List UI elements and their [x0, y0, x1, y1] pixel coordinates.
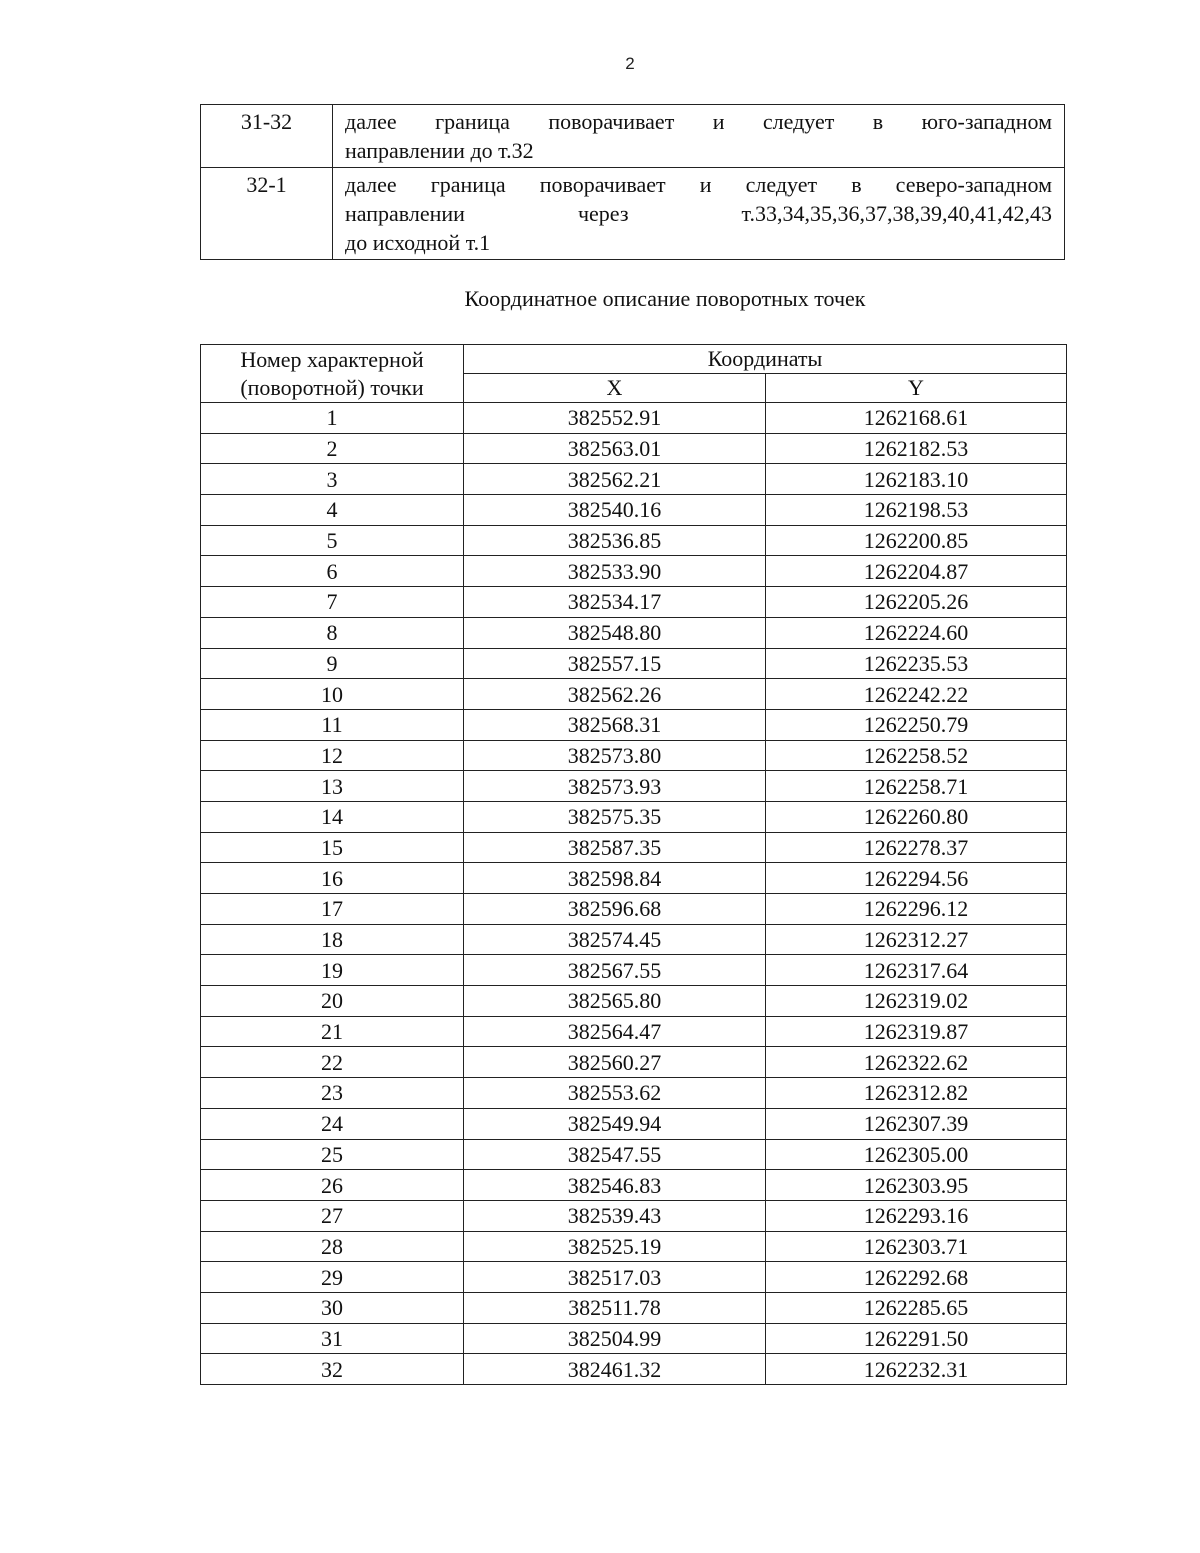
y-coordinate-cell: 1262205.26: [766, 587, 1067, 618]
x-coordinate-cell: 382534.17: [464, 587, 766, 618]
table-row: [201, 525, 1067, 556]
x-coordinate-cell: 382548.80: [464, 617, 766, 648]
table-row: [201, 1231, 1067, 1262]
y-coordinate-cell: 1262260.80: [766, 801, 1067, 832]
boundary-row: [201, 105, 1065, 168]
y-coordinate-cell: 1262204.87: [766, 556, 1067, 587]
x-coordinate-cell: 382596.68: [464, 894, 766, 925]
x-coordinate-cell: 382568.31: [464, 709, 766, 740]
y-coordinate-cell: 1262292.68: [766, 1262, 1067, 1293]
table-row: [201, 1016, 1067, 1047]
point-number-cell: 17: [201, 894, 464, 925]
y-coordinate-cell: 1262293.16: [766, 1200, 1067, 1231]
table-row: [201, 709, 1067, 740]
point-number-cell: 12: [201, 740, 464, 771]
y-coordinate-cell: 1262294.56: [766, 863, 1067, 894]
description-line2: направлении через т.33,34,35,36,37,38,39,40,41,42,43: [345, 201, 1052, 226]
table-row: [201, 464, 1067, 495]
y-coordinate-cell: 1262278.37: [766, 832, 1067, 863]
x-coordinate-cell: 382587.35: [464, 832, 766, 863]
table-row: [201, 1323, 1067, 1354]
x-coordinate-cell: 382517.03: [464, 1262, 766, 1293]
table-row: [201, 1354, 1067, 1385]
segment-label: 31-32: [201, 105, 333, 168]
point-number-cell: 31: [201, 1323, 464, 1354]
header-row-top: [201, 345, 1067, 374]
table-row: [201, 863, 1067, 894]
table-row: [201, 679, 1067, 710]
table-row: [201, 1200, 1067, 1231]
point-number-cell: 6: [201, 556, 464, 587]
x-coordinate-cell: 382552.91: [464, 403, 766, 434]
section-title: Координатное описание поворотных точек: [464, 286, 866, 311]
x-coordinate-cell: 382539.43: [464, 1200, 766, 1231]
y-coordinate-cell: 1262312.27: [766, 924, 1067, 955]
table-row: [201, 1047, 1067, 1078]
segment-description: [333, 168, 1065, 260]
y-coordinate-cell: 1262312.82: [766, 1078, 1067, 1109]
x-coordinate-cell: 382504.99: [464, 1323, 766, 1354]
y-coordinate-cell: 1262319.02: [766, 986, 1067, 1017]
point-number-cell: 24: [201, 1108, 464, 1139]
table-row: [201, 495, 1067, 526]
x-coordinate-cell: 382511.78: [464, 1292, 766, 1323]
y-coordinate-cell: 1262250.79: [766, 709, 1067, 740]
y-coordinate-cell: 1262168.61: [766, 403, 1067, 434]
point-number-cell: 16: [201, 863, 464, 894]
x-coordinate-cell: 382573.80: [464, 740, 766, 771]
x-coordinate-cell: 382565.80: [464, 986, 766, 1017]
point-number-cell: 29: [201, 1262, 464, 1293]
table-row: [201, 1108, 1067, 1139]
header-point-line1: Номер характерной: [240, 346, 424, 372]
point-number-cell: 14: [201, 801, 464, 832]
coordinates-table-header: [201, 345, 1067, 403]
table-row: [201, 955, 1067, 986]
boundary-table-body: [201, 105, 1065, 260]
x-coordinate-cell: 382573.93: [464, 771, 766, 802]
boundary-description-table: [200, 104, 1065, 260]
x-coordinate-cell: 382547.55: [464, 1139, 766, 1170]
table-row: [201, 403, 1067, 434]
y-coordinate-cell: 1262258.71: [766, 771, 1067, 802]
table-row: [201, 1292, 1067, 1323]
table-row: [201, 617, 1067, 648]
point-number-cell: 9: [201, 648, 464, 679]
point-number-cell: 32: [201, 1354, 464, 1385]
point-number-cell: 13: [201, 771, 464, 802]
x-coordinate-cell: 382560.27: [464, 1047, 766, 1078]
table-row: [201, 587, 1067, 618]
table-row: [201, 1139, 1067, 1170]
table-row: [201, 924, 1067, 955]
table-row: [201, 1170, 1067, 1201]
point-number-cell: 10: [201, 679, 464, 710]
point-number-cell: 27: [201, 1200, 464, 1231]
x-coordinate-cell: 382567.55: [464, 955, 766, 986]
point-number-cell: 25: [201, 1139, 464, 1170]
coordinates-table: [200, 344, 1067, 1385]
point-number-cell: 28: [201, 1231, 464, 1262]
point-number-cell: 18: [201, 924, 464, 955]
table-row: [201, 740, 1067, 771]
header-point-line2: (поворотной) точки: [240, 374, 424, 400]
x-coordinate-cell: 382549.94: [464, 1108, 766, 1139]
point-number-cell: 1: [201, 403, 464, 434]
point-number-cell: 23: [201, 1078, 464, 1109]
point-number-cell: 5: [201, 525, 464, 556]
table-row: [201, 986, 1067, 1017]
y-coordinate-cell: 1262242.22: [766, 679, 1067, 710]
y-coordinate-cell: 1262285.65: [766, 1292, 1067, 1323]
header-point-number: [201, 345, 464, 403]
point-number-cell: 4: [201, 495, 464, 526]
y-coordinate-cell: 1262258.52: [766, 740, 1067, 771]
header-y: Y: [766, 374, 1067, 403]
point-number-cell: 19: [201, 955, 464, 986]
table-row: [201, 556, 1067, 587]
x-coordinate-cell: 382533.90: [464, 556, 766, 587]
y-coordinate-cell: 1262224.60: [766, 617, 1067, 648]
table-row: [201, 832, 1067, 863]
y-coordinate-cell: 1262303.95: [766, 1170, 1067, 1201]
y-coordinate-cell: 1262183.10: [766, 464, 1067, 495]
coordinates-table-body: [201, 403, 1067, 1385]
page-number: 2: [625, 54, 635, 73]
point-number-cell: 30: [201, 1292, 464, 1323]
table-row: [201, 801, 1067, 832]
point-number-cell: 20: [201, 986, 464, 1017]
y-coordinate-cell: 1262319.87: [766, 1016, 1067, 1047]
y-coordinate-cell: 1262182.53: [766, 433, 1067, 464]
y-coordinate-cell: 1262317.64: [766, 955, 1067, 986]
point-number-cell: 26: [201, 1170, 464, 1201]
y-coordinate-cell: 1262296.12: [766, 894, 1067, 925]
y-coordinate-cell: 1262235.53: [766, 648, 1067, 679]
x-coordinate-cell: 382546.83: [464, 1170, 766, 1201]
point-number-cell: 15: [201, 832, 464, 863]
segment-description: [333, 105, 1065, 168]
table-row: [201, 894, 1067, 925]
y-coordinate-cell: 1262291.50: [766, 1323, 1067, 1354]
description-line3: до исходной т.1: [345, 230, 491, 255]
boundary-row: [201, 168, 1065, 260]
x-coordinate-cell: 382461.32: [464, 1354, 766, 1385]
x-coordinate-cell: 382598.84: [464, 863, 766, 894]
x-coordinate-cell: 382553.62: [464, 1078, 766, 1109]
point-number-cell: 8: [201, 617, 464, 648]
point-number-cell: 7: [201, 587, 464, 618]
table-row: [201, 771, 1067, 802]
point-number-cell: 21: [201, 1016, 464, 1047]
x-coordinate-cell: 382564.47: [464, 1016, 766, 1047]
y-coordinate-cell: 1262198.53: [766, 495, 1067, 526]
table-row: [201, 648, 1067, 679]
description-line1: далее граница поворачивает и следует в юго-западном: [345, 109, 1052, 134]
x-coordinate-cell: 382575.35: [464, 801, 766, 832]
table-row: [201, 433, 1067, 464]
x-coordinate-cell: 382557.15: [464, 648, 766, 679]
x-coordinate-cell: 382536.85: [464, 525, 766, 556]
header-x: X: [464, 374, 766, 403]
point-number-cell: 22: [201, 1047, 464, 1078]
x-coordinate-cell: 382562.26: [464, 679, 766, 710]
y-coordinate-cell: 1262303.71: [766, 1231, 1067, 1262]
description-line1: далее граница поворачивает и следует в северо-западном: [345, 172, 1052, 197]
point-number-cell: 3: [201, 464, 464, 495]
table-row: [201, 1262, 1067, 1293]
header-coordinates: Координаты: [464, 345, 1067, 374]
y-coordinate-cell: 1262305.00: [766, 1139, 1067, 1170]
y-coordinate-cell: 1262322.62: [766, 1047, 1067, 1078]
point-number-cell: 2: [201, 433, 464, 464]
y-coordinate-cell: 1262232.31: [766, 1354, 1067, 1385]
x-coordinate-cell: 382563.01: [464, 433, 766, 464]
point-number-cell: 11: [201, 709, 464, 740]
segment-label: 32-1: [201, 168, 333, 260]
y-coordinate-cell: 1262307.39: [766, 1108, 1067, 1139]
x-coordinate-cell: 382525.19: [464, 1231, 766, 1262]
y-coordinate-cell: 1262200.85: [766, 525, 1067, 556]
table-row: [201, 1078, 1067, 1109]
x-coordinate-cell: 382540.16: [464, 495, 766, 526]
x-coordinate-cell: 382574.45: [464, 924, 766, 955]
x-coordinate-cell: 382562.21: [464, 464, 766, 495]
description-line2: направлении до т.32: [345, 138, 534, 163]
